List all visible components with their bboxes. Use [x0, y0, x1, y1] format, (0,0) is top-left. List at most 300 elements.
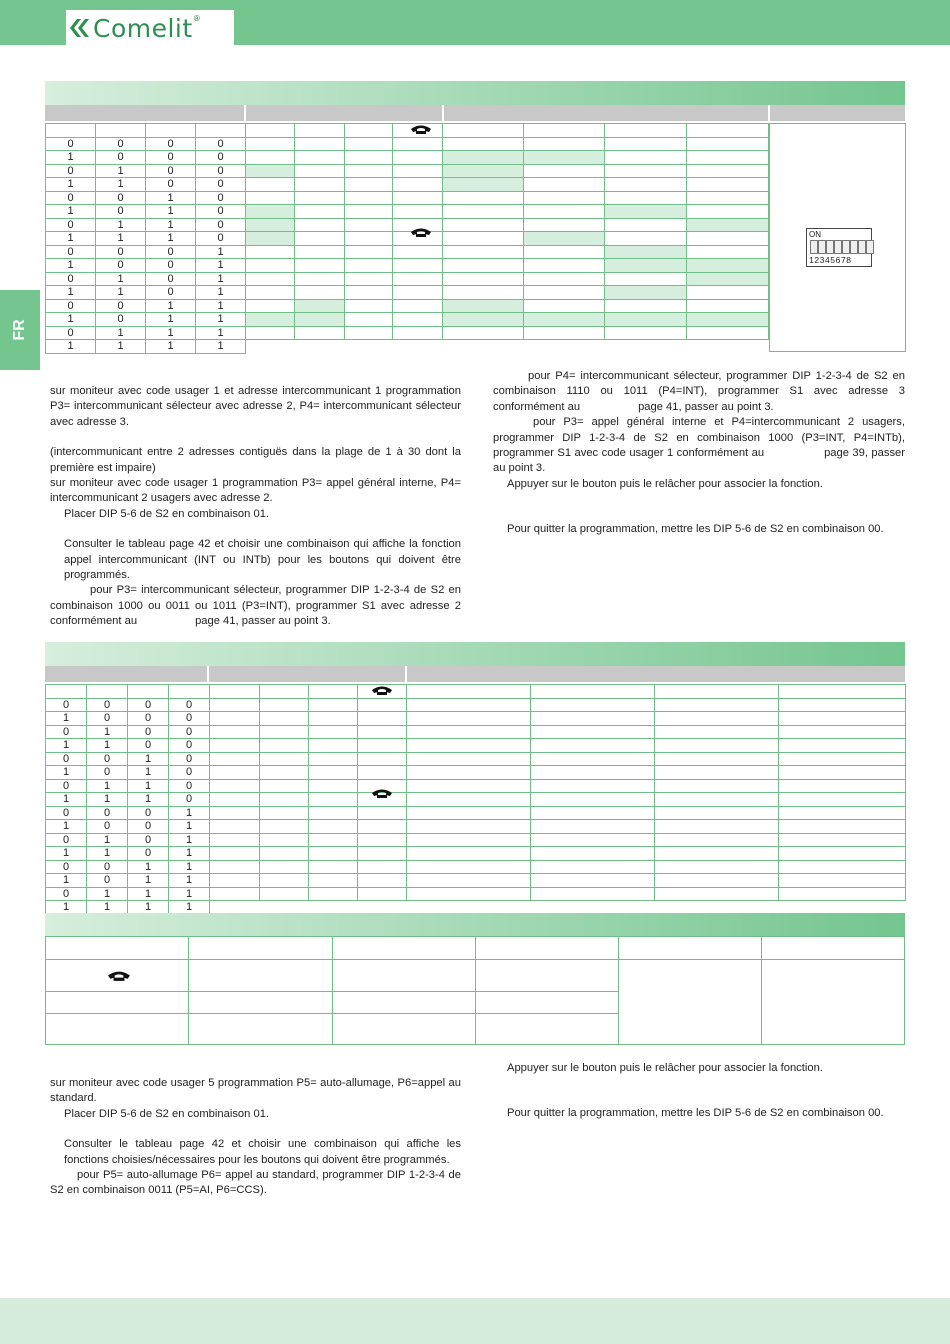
function-cell	[524, 286, 605, 300]
table-row	[46, 860, 906, 874]
function-cell	[687, 205, 769, 219]
function-cell	[309, 901, 358, 915]
function-cell	[531, 793, 655, 807]
function-cell	[345, 286, 393, 300]
function-cell	[393, 151, 443, 165]
dip-value-cell: 0	[46, 164, 96, 178]
function-cell	[260, 820, 309, 834]
function-cell	[407, 793, 531, 807]
function-cell	[345, 164, 393, 178]
function-cell	[295, 272, 345, 286]
dip-value-cell: 0	[46, 752, 87, 766]
function-cell	[779, 874, 906, 888]
function-cell	[655, 806, 779, 820]
dip-value-cell: 1	[169, 847, 210, 861]
function-cell	[605, 191, 687, 205]
dip-value-cell: 0	[169, 739, 210, 753]
table2-subheader-cell	[210, 685, 260, 699]
table-row	[46, 806, 906, 820]
dip-value-cell: 1	[196, 259, 246, 273]
function-cell	[358, 806, 407, 820]
dip-value-cell: 1	[46, 205, 96, 219]
function-cell	[407, 833, 531, 847]
function-cell	[345, 340, 393, 354]
function-cell	[358, 847, 407, 861]
function-cell	[687, 178, 769, 192]
function-cell	[443, 313, 524, 327]
dip-value-cell: 1	[128, 793, 169, 807]
table-row	[46, 340, 769, 354]
dip-value-cell: 1	[46, 178, 96, 192]
function-cell	[358, 901, 407, 915]
function-cell	[358, 820, 407, 834]
function-cell	[531, 752, 655, 766]
paragraph: Placer DIP 5-6 de S2 en combinaison 01.	[64, 507, 270, 520]
function-cell	[605, 137, 687, 151]
function-cell	[524, 191, 605, 205]
function-cell	[605, 218, 687, 232]
table2-header-buttons	[209, 666, 405, 682]
function-cell	[443, 178, 524, 192]
footer-bar	[0, 1298, 950, 1344]
function-cell	[393, 272, 443, 286]
dip-value-cell: 0	[146, 272, 196, 286]
dip-value-cell: 1	[46, 874, 87, 888]
function-cell	[655, 833, 779, 847]
function-cell	[407, 847, 531, 861]
function-cell	[687, 164, 769, 178]
function-cell	[524, 232, 605, 246]
table2-subheader-cell	[309, 685, 358, 699]
function-cell	[443, 272, 524, 286]
dip-value-cell: 1	[146, 299, 196, 313]
dip-value-cell: 1	[128, 860, 169, 874]
function-cell	[309, 860, 358, 874]
paragraph: (intercommunicant entre 2 adresses contiguës dans la plage de 1 à 30 dont la première est impaire)	[50, 446, 461, 474]
function-cell	[524, 340, 605, 354]
function-cell	[779, 698, 906, 712]
function-cell	[260, 833, 309, 847]
dip-value-cell: 1	[146, 326, 196, 340]
function-cell	[407, 901, 531, 915]
function-cell	[309, 779, 358, 793]
handset-icon	[371, 685, 393, 696]
dip-value-cell: 0	[46, 860, 87, 874]
function-cell	[655, 820, 779, 834]
dip-value-cell: 1	[146, 191, 196, 205]
function-cell	[345, 299, 393, 313]
table-row	[46, 793, 906, 807]
dip-value-cell: 0	[128, 739, 169, 753]
paragraph: pour P3= appel général interne et P4=intercommunicant 2 usagers, programmer DIP 1-2-3-4 de S2 en combinaison 1000 (P3=INT, P4=INTb), programmer S1 avec code usager 1 conformément au page 39, passer au point 3.	[493, 416, 905, 475]
dip-switch-icon	[806, 228, 872, 267]
table1	[45, 123, 769, 354]
function-cell	[358, 698, 407, 712]
table1-subheader-cell	[146, 124, 196, 138]
function-cell	[210, 874, 260, 888]
dip-value-cell: 1	[87, 793, 128, 807]
dip-value-cell: 0	[128, 712, 169, 726]
dip-value-cell: 1	[128, 887, 169, 901]
function-cell	[687, 272, 769, 286]
dip-value-cell: 0	[46, 698, 87, 712]
language-tab-label: FR	[11, 319, 28, 341]
dip-value-cell: 1	[46, 313, 96, 327]
function-cell	[407, 698, 531, 712]
function-cell	[655, 779, 779, 793]
function-cell	[295, 191, 345, 205]
function-cell	[531, 766, 655, 780]
dip-value-cell: 1	[87, 901, 128, 915]
table1-subheader-cell	[524, 124, 605, 138]
paragraph: Pour quitter la programmation, mettre les DIP 5-6 de S2 en combinaison 00.	[507, 1107, 884, 1120]
function-cell	[524, 326, 605, 340]
text1-right	[493, 369, 905, 538]
function-cell	[246, 191, 295, 205]
brand-logo	[66, 10, 234, 45]
table-row	[46, 698, 906, 712]
function-cell	[246, 205, 295, 219]
dip-value-cell: 0	[96, 245, 146, 259]
function-cell	[443, 137, 524, 151]
dip-value-cell: 1	[196, 245, 246, 259]
function-cell	[655, 901, 779, 915]
function-cell	[687, 286, 769, 300]
function-cell	[655, 725, 779, 739]
table2-subheader-cell	[655, 685, 779, 699]
function-cell	[260, 860, 309, 874]
paragraph: Consulter le tableau page 42 et choisir une combinaison qui affiche la fonction appel intercommunicant (INT ou INTb) pour les boutons qui doivent être programmés.	[64, 538, 461, 582]
dip-value-cell: 0	[146, 151, 196, 165]
function-cell	[358, 739, 407, 753]
dip-value-cell: 0	[46, 725, 87, 739]
table-row	[46, 151, 769, 165]
function-cell	[605, 286, 687, 300]
function-cell	[210, 847, 260, 861]
function-cell	[393, 191, 443, 205]
dip-value-cell: 0	[96, 205, 146, 219]
comelit-logo-icon	[70, 19, 92, 37]
dip-value-cell: 0	[46, 806, 87, 820]
function-cell	[295, 286, 345, 300]
function-cell	[531, 901, 655, 915]
function-cell	[524, 137, 605, 151]
function-cell	[443, 245, 524, 259]
function-cell	[345, 218, 393, 232]
table-row	[46, 820, 906, 834]
function-cell	[246, 299, 295, 313]
function-cell	[655, 793, 779, 807]
dip-value-cell: 1	[46, 820, 87, 834]
dip-value-cell: 0	[128, 820, 169, 834]
table-row	[46, 272, 769, 286]
dip-value-cell: 1	[96, 272, 146, 286]
dip-value-cell: 1	[46, 847, 87, 861]
function-cell	[687, 313, 769, 327]
function-cell	[393, 245, 443, 259]
function-cell	[531, 820, 655, 834]
table2-subheader-cell	[128, 685, 169, 699]
dip-value-cell: 0	[196, 164, 246, 178]
function-cell	[605, 299, 687, 313]
paragraph: Appuyer sur le bouton puis le relâcher pour associer la fonction.	[507, 1062, 823, 1074]
function-cell	[605, 151, 687, 165]
function-cell	[655, 739, 779, 753]
function-cell	[246, 151, 295, 165]
function-cell	[687, 151, 769, 165]
function-cell	[531, 874, 655, 888]
function-cell	[246, 137, 295, 151]
table2-subheader-cell	[169, 685, 210, 699]
function-cell	[687, 232, 769, 246]
table-row	[46, 205, 769, 219]
dip-value-cell: 0	[146, 178, 196, 192]
function-cell	[443, 259, 524, 273]
function-cell	[443, 340, 524, 354]
dip-value-cell: 0	[46, 272, 96, 286]
function-cell	[295, 326, 345, 340]
function-cell	[687, 218, 769, 232]
table-row	[46, 739, 906, 753]
function-cell	[393, 137, 443, 151]
function-cell	[260, 779, 309, 793]
dip-value-cell: 0	[96, 191, 146, 205]
function-cell	[309, 739, 358, 753]
dip-value-cell: 1	[46, 340, 96, 354]
function-cell	[655, 698, 779, 712]
dip-value-cell: 0	[46, 779, 87, 793]
function-cell	[524, 178, 605, 192]
function-cell	[655, 712, 779, 726]
table1-header-buttons	[246, 105, 442, 121]
function-cell	[358, 766, 407, 780]
function-cell	[260, 766, 309, 780]
function-cell	[260, 887, 309, 901]
dip-value-cell: 1	[46, 712, 87, 726]
dip-value-cell: 1	[96, 286, 146, 300]
function-cell	[210, 887, 260, 901]
function-cell	[443, 218, 524, 232]
function-cell	[605, 164, 687, 178]
dip-value-cell: 0	[128, 806, 169, 820]
function-cell	[605, 272, 687, 286]
dip-value-cell: 1	[87, 887, 128, 901]
function-cell	[605, 245, 687, 259]
dip-value-cell: 1	[128, 874, 169, 888]
handset-icon	[107, 970, 131, 982]
function-cell	[295, 137, 345, 151]
dip-value-cell: 0	[87, 806, 128, 820]
text2-right	[493, 1061, 905, 1122]
function-cell	[524, 299, 605, 313]
function-cell	[605, 313, 687, 327]
dip-value-cell: 0	[87, 820, 128, 834]
dip-value-cell: 0	[46, 245, 96, 259]
dip-value-cell: 1	[87, 739, 128, 753]
function-cell	[210, 793, 260, 807]
function-cell	[210, 725, 260, 739]
function-cell	[210, 752, 260, 766]
dip-value-cell: 0	[196, 137, 246, 151]
dip-value-cell: 0	[46, 299, 96, 313]
dip-value-cell: 0	[96, 259, 146, 273]
function-cell	[531, 739, 655, 753]
table3-grid	[45, 936, 906, 1046]
table-row	[46, 901, 906, 915]
language-tab	[0, 290, 40, 370]
table-row	[46, 779, 906, 793]
function-cell	[358, 752, 407, 766]
function-cell	[295, 178, 345, 192]
dip-value-cell: 0	[169, 766, 210, 780]
function-cell	[779, 833, 906, 847]
function-cell	[295, 205, 345, 219]
function-cell	[345, 205, 393, 219]
function-cell	[393, 164, 443, 178]
function-cell	[295, 340, 345, 354]
function-cell	[345, 178, 393, 192]
function-cell	[295, 259, 345, 273]
function-cell	[309, 725, 358, 739]
function-cell	[443, 299, 524, 313]
dip-value-cell: 1	[196, 313, 246, 327]
function-cell	[407, 779, 531, 793]
function-cell	[655, 860, 779, 874]
dip-value-cell: 0	[46, 833, 87, 847]
dip-value-cell: 1	[46, 901, 87, 915]
function-cell	[260, 847, 309, 861]
function-cell	[443, 286, 524, 300]
dip-value-cell: 1	[128, 779, 169, 793]
dip-value-cell: 1	[46, 151, 96, 165]
table-row	[46, 712, 906, 726]
function-cell	[531, 806, 655, 820]
dip-value-cell: 1	[128, 766, 169, 780]
function-cell	[407, 766, 531, 780]
dip-value-cell: 1	[196, 286, 246, 300]
function-cell	[655, 766, 779, 780]
function-cell	[309, 712, 358, 726]
function-cell	[687, 340, 769, 354]
dip-value-cell: 0	[87, 712, 128, 726]
function-cell	[531, 725, 655, 739]
function-cell	[210, 779, 260, 793]
paragraph: Pour quitter la programmation, mettre les DIP 5-6 de S2 en combinaison 00.	[507, 523, 884, 536]
dip-value-cell: 1	[96, 164, 146, 178]
function-cell	[345, 326, 393, 340]
function-cell	[524, 164, 605, 178]
dip-value-cell: 0	[196, 232, 246, 246]
table-row	[46, 286, 769, 300]
function-cell	[358, 833, 407, 847]
dip-value-cell: 1	[146, 218, 196, 232]
function-cell	[210, 860, 260, 874]
function-cell	[295, 218, 345, 232]
table-row	[46, 752, 906, 766]
function-cell	[655, 752, 779, 766]
dip-value-cell: 0	[96, 137, 146, 151]
table-row	[46, 299, 769, 313]
function-cell	[687, 259, 769, 273]
dip-value-cell: 0	[128, 725, 169, 739]
function-cell	[260, 874, 309, 888]
function-cell	[210, 833, 260, 847]
function-cell	[393, 299, 443, 313]
logo-text: Comelit®	[93, 14, 202, 43]
table-row	[46, 833, 906, 847]
function-cell	[393, 326, 443, 340]
function-cell	[687, 299, 769, 313]
dip-value-cell: 1	[196, 299, 246, 313]
table-row	[46, 218, 769, 232]
function-cell	[246, 178, 295, 192]
function-cell	[309, 793, 358, 807]
function-cell	[358, 887, 407, 901]
dip-value-cell: 0	[196, 151, 246, 165]
dip-value-cell: 1	[87, 725, 128, 739]
table1-subheader-cell	[443, 124, 524, 138]
table-row	[46, 874, 906, 888]
function-cell	[655, 887, 779, 901]
dip-value-cell: 1	[146, 340, 196, 354]
dip-on-label: ON	[809, 230, 821, 239]
function-cell	[524, 245, 605, 259]
function-cell	[345, 313, 393, 327]
table-row	[46, 313, 769, 327]
dip-value-cell: 1	[169, 860, 210, 874]
dip-value-cell: 1	[169, 901, 210, 915]
function-cell	[779, 766, 906, 780]
function-cell	[260, 739, 309, 753]
function-cell	[779, 739, 906, 753]
dip-value-cell: 0	[128, 847, 169, 861]
dip-value-cell: 1	[96, 326, 146, 340]
dip-value-cell: 1	[46, 286, 96, 300]
dip-value-cell: 1	[146, 205, 196, 219]
function-cell	[655, 847, 779, 861]
text1-left	[50, 384, 461, 630]
dip-value-cell: 0	[128, 698, 169, 712]
function-cell	[260, 725, 309, 739]
function-cell	[260, 712, 309, 726]
paragraph: Placer DIP 5-6 de S2 en combinaison 01.	[64, 1107, 270, 1120]
table2-subheader-cell	[87, 685, 128, 699]
dip-value-cell: 1	[128, 752, 169, 766]
function-cell	[393, 259, 443, 273]
function-cell	[345, 245, 393, 259]
function-cell	[524, 272, 605, 286]
function-cell	[345, 259, 393, 273]
function-cell	[246, 245, 295, 259]
dip-value-cell: 0	[196, 178, 246, 192]
function-cell	[524, 313, 605, 327]
paragraph: pour P5= auto-allumage P6= appel au standard, programmer DIP 1-2-3-4 de S2 en combinaison 0011 (P5=AI, P6=CCS).	[50, 1169, 461, 1197]
dip-value-cell: 0	[46, 326, 96, 340]
function-cell	[531, 847, 655, 861]
function-cell	[246, 259, 295, 273]
function-cell	[295, 299, 345, 313]
function-cell	[605, 340, 687, 354]
table2	[45, 684, 906, 915]
dip-value-cell: 0	[96, 313, 146, 327]
dip-value-cell: 0	[87, 874, 128, 888]
function-cell	[524, 151, 605, 165]
text2-left	[50, 1076, 461, 1199]
function-cell	[260, 698, 309, 712]
table2-subheader-cell	[779, 685, 906, 699]
dip-value-cell: 1	[169, 806, 210, 820]
table-row	[46, 847, 906, 861]
